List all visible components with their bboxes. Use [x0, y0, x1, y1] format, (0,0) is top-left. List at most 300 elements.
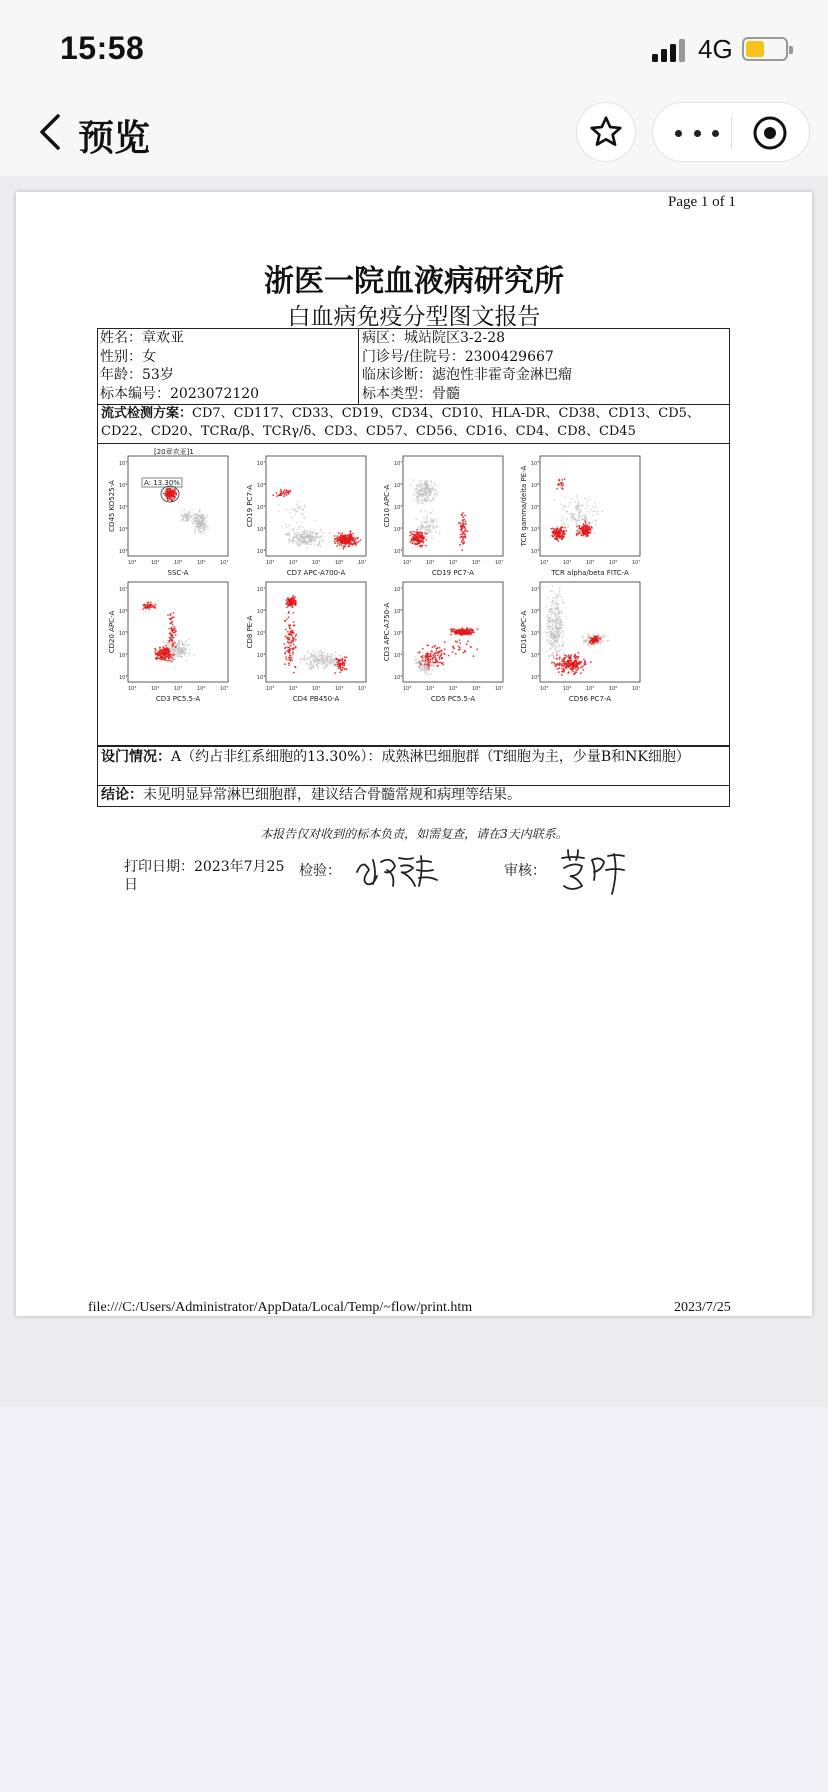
event-dot — [560, 484, 562, 486]
event-dot — [409, 535, 411, 537]
event-dot — [322, 661, 324, 663]
event-dot — [570, 520, 572, 522]
event-dot — [280, 493, 282, 495]
event-dot — [301, 533, 303, 535]
event-dot — [312, 536, 314, 538]
event-dot — [431, 491, 433, 493]
event-dot — [554, 631, 556, 633]
event-dot — [302, 513, 304, 515]
event-dot — [594, 511, 596, 513]
event-dot — [193, 513, 195, 515]
event-dot — [348, 538, 350, 540]
event-dot — [560, 503, 562, 505]
event-dot — [299, 526, 301, 528]
y-axis-label: TCR gamma/delta PE-A — [520, 465, 528, 547]
event-dot — [434, 527, 436, 529]
y-tick-label: 10⁴ — [394, 653, 403, 659]
event-dot — [436, 521, 438, 523]
event-dot — [477, 628, 479, 630]
patient-info-table — [97, 328, 730, 405]
event-dot — [415, 492, 417, 494]
event-dot — [203, 533, 205, 535]
event-dot — [465, 523, 467, 525]
nav-bar — [0, 92, 828, 176]
event-dot — [332, 665, 334, 667]
event-dot — [602, 510, 604, 512]
y-tick-label: 10⁶ — [257, 483, 266, 489]
event-dot — [409, 541, 411, 543]
event-dot — [197, 513, 199, 515]
event-dot — [591, 526, 593, 528]
event-dot — [194, 530, 196, 532]
event-dot — [310, 544, 312, 546]
event-dot — [293, 612, 295, 614]
event-dot — [562, 621, 564, 623]
x-tick-label: 10³ — [403, 560, 412, 566]
back-button[interactable] — [36, 110, 68, 154]
event-dot — [597, 513, 599, 515]
y-tick-label: 10⁴ — [394, 527, 403, 533]
x-axis-label: CD19 PC7-A — [431, 569, 475, 577]
more-dot — [694, 130, 701, 137]
event-dot — [317, 656, 319, 658]
event-dot — [289, 655, 291, 657]
event-dot — [318, 653, 320, 655]
event-dot — [565, 668, 567, 670]
event-dot — [285, 492, 287, 494]
event-dot — [355, 539, 357, 541]
event-dot — [287, 601, 289, 603]
event-dot — [285, 534, 287, 536]
event-dot — [426, 518, 428, 520]
event-dot — [161, 649, 163, 651]
event-dot — [575, 508, 577, 510]
event-dot — [559, 654, 561, 656]
event-dot — [345, 538, 347, 540]
event-dot — [338, 532, 340, 534]
event-dot — [555, 617, 557, 619]
event-dot — [578, 503, 580, 505]
event-dot — [557, 526, 559, 528]
event-dot — [286, 606, 288, 608]
event-dot — [413, 531, 415, 533]
event-dot — [287, 597, 289, 599]
event-dot — [565, 616, 567, 618]
event-dot — [434, 665, 436, 667]
event-dot — [171, 617, 173, 619]
event-dot — [194, 518, 196, 520]
event-dot — [306, 547, 308, 549]
event-dot — [430, 673, 432, 675]
event-dot — [314, 520, 316, 522]
event-dot — [456, 631, 458, 633]
event-dot — [291, 607, 293, 609]
event-dot — [432, 487, 434, 489]
event-dot — [463, 519, 465, 521]
event-dot — [582, 635, 584, 637]
event-dot — [188, 518, 190, 520]
event-dot — [584, 497, 586, 499]
event-dot — [320, 650, 322, 652]
event-dot — [432, 664, 434, 666]
event-dot — [285, 523, 287, 525]
event-dot — [284, 653, 286, 655]
event-dot — [203, 519, 205, 521]
x-tick-label: 10⁵ — [449, 560, 458, 566]
event-dot — [341, 532, 343, 534]
x-tick-label: 10⁶ — [197, 560, 206, 566]
ward: 病区：城站院区3-2-28 — [362, 330, 506, 346]
event-dot — [276, 492, 278, 494]
event-dot — [435, 518, 437, 520]
x-tick-label: 10⁶ — [609, 686, 618, 692]
event-dot — [414, 539, 416, 541]
event-dot — [580, 672, 582, 674]
event-dot — [429, 531, 431, 533]
x-tick-label: 10⁷ — [220, 686, 229, 692]
event-dot — [431, 485, 433, 487]
event-dot — [567, 526, 569, 528]
event-dot — [337, 543, 339, 545]
event-dot — [323, 532, 325, 534]
x-tick-label: 10⁶ — [197, 686, 206, 692]
event-dot — [170, 498, 172, 500]
event-dot — [193, 520, 195, 522]
event-dot — [315, 664, 317, 666]
event-dot — [434, 646, 436, 648]
event-dot — [550, 625, 552, 627]
patient-gender: 性别：女 — [100, 348, 156, 365]
event-dot — [298, 544, 300, 546]
event-dot — [285, 656, 287, 658]
event-dot — [553, 662, 555, 664]
event-dot — [288, 634, 290, 636]
flow-panel-5 — [108, 582, 228, 703]
event-dot — [466, 643, 468, 645]
event-dot — [171, 634, 173, 636]
event-dot — [578, 525, 580, 527]
event-dot — [556, 599, 558, 601]
event-dot — [174, 630, 176, 632]
event-dot — [171, 661, 173, 663]
event-dot — [578, 514, 580, 516]
more-dots-icon — [675, 130, 682, 137]
event-dot — [416, 500, 418, 502]
event-dot — [284, 489, 286, 491]
event-dot — [184, 647, 186, 649]
event-dot — [418, 527, 420, 529]
event-dot — [309, 663, 311, 665]
event-dot — [579, 520, 581, 522]
plot1-title: [20章欢亚]1 — [154, 448, 194, 456]
event-dot — [421, 540, 423, 542]
event-dot — [293, 602, 295, 604]
event-dot — [571, 518, 573, 520]
event-dot — [462, 532, 464, 534]
event-dot — [564, 523, 566, 525]
event-dot — [436, 660, 438, 662]
report-title: 白血病免疫分型图文报告 — [287, 304, 541, 330]
event-dot — [416, 484, 418, 486]
event-dot — [312, 651, 314, 653]
event-dot — [422, 648, 424, 650]
event-dot — [180, 640, 182, 642]
event-dot — [463, 534, 465, 536]
event-dot — [183, 651, 185, 653]
event-dot — [292, 637, 294, 639]
event-dot — [420, 511, 422, 513]
event-dot — [437, 655, 439, 657]
event-dot — [550, 628, 552, 630]
event-dot — [165, 642, 167, 644]
favorite-button[interactable] — [576, 102, 636, 162]
event-dot — [586, 505, 588, 507]
event-dot — [336, 537, 338, 539]
event-dot — [346, 657, 348, 659]
event-dot — [332, 658, 334, 660]
event-dot — [552, 624, 554, 626]
event-dot — [296, 536, 298, 538]
event-dot — [339, 663, 341, 665]
y-tick-label: 10⁴ — [531, 653, 540, 659]
more-button[interactable] — [675, 116, 719, 150]
event-dot — [559, 612, 561, 614]
event-dot — [587, 532, 589, 534]
event-dot — [432, 669, 434, 671]
event-dot — [420, 489, 422, 491]
event-dot — [557, 595, 559, 597]
event-dot — [576, 666, 578, 668]
event-dot — [559, 587, 561, 589]
event-dot — [288, 647, 290, 649]
y-tick-label: 10⁶ — [394, 609, 403, 615]
event-dot — [151, 604, 153, 606]
event-dot — [427, 670, 429, 672]
event-dot — [595, 636, 597, 638]
event-dot — [561, 479, 563, 481]
event-dot — [462, 524, 464, 526]
event-dot — [298, 507, 300, 509]
event-dot — [169, 618, 171, 620]
event-dot — [419, 661, 421, 663]
event-dot — [200, 523, 202, 525]
event-dot — [587, 643, 589, 645]
event-dot — [419, 535, 421, 537]
event-dot — [293, 640, 295, 642]
event-dot — [172, 645, 174, 647]
event-dot — [324, 655, 326, 657]
sample-type: 标本类型：骨髓 — [362, 385, 460, 402]
event-dot — [322, 664, 324, 666]
event-dot — [168, 645, 170, 647]
event-dot — [185, 642, 187, 644]
event-dot — [587, 637, 589, 639]
patient-age: 年龄：53岁 — [100, 367, 174, 383]
event-dot — [168, 498, 170, 500]
event-dot — [565, 505, 567, 507]
event-dot — [283, 643, 285, 645]
checker-signature — [351, 848, 451, 892]
event-dot — [171, 636, 173, 638]
event-dot — [576, 494, 578, 496]
x-tick-label: 10⁷ — [358, 560, 367, 566]
event-dot — [429, 501, 431, 503]
event-dot — [287, 599, 289, 601]
event-dot — [290, 597, 292, 599]
panel-frame — [128, 456, 228, 556]
event-dot — [415, 659, 417, 661]
target-close-icon — [750, 113, 790, 153]
event-dot — [349, 533, 351, 535]
event-dot — [577, 508, 579, 510]
event-dot — [421, 488, 423, 490]
event-dot — [300, 521, 302, 523]
check-label: 检验： — [299, 863, 341, 879]
event-dot — [569, 502, 571, 504]
event-dot — [584, 520, 586, 522]
event-dot — [304, 504, 306, 506]
event-dot — [332, 662, 334, 664]
event-dot — [303, 658, 305, 660]
event-dot — [155, 604, 157, 606]
flow-panel-3 — [383, 456, 503, 577]
close-button[interactable] — [750, 113, 790, 153]
event-dot — [602, 640, 604, 642]
event-dot — [168, 496, 170, 498]
event-dot — [565, 663, 567, 665]
event-dot — [561, 527, 563, 529]
event-dot — [171, 657, 173, 659]
event-dot — [307, 653, 309, 655]
event-dot — [302, 531, 304, 533]
panel-frame — [266, 582, 366, 682]
signal-icon — [652, 38, 692, 62]
event-dot — [417, 495, 419, 497]
event-dot — [547, 628, 549, 630]
event-dot — [434, 655, 436, 657]
event-dot — [169, 643, 171, 645]
event-dot — [352, 539, 354, 541]
event-dot — [184, 649, 186, 651]
event-dot — [439, 647, 441, 649]
event-dot — [308, 668, 310, 670]
event-dot — [154, 607, 156, 609]
event-dot — [338, 660, 340, 662]
y-tick-label: 10⁴ — [531, 527, 540, 533]
event-dot — [292, 630, 294, 632]
capsule-divider — [731, 117, 732, 149]
event-dot — [596, 638, 598, 640]
event-dot — [566, 518, 568, 520]
event-dot — [200, 532, 202, 534]
event-dot — [560, 482, 562, 484]
event-dot — [416, 537, 418, 539]
star-icon — [588, 114, 624, 150]
clinic-number: 门诊号/住院号：2300429667 — [362, 348, 554, 365]
event-dot — [291, 508, 293, 510]
event-dot — [608, 640, 610, 642]
event-dot — [564, 478, 566, 480]
event-dot — [554, 609, 556, 611]
event-dot — [291, 600, 293, 602]
x-tick-label: 10⁴ — [289, 686, 298, 692]
event-dot — [296, 543, 298, 545]
sample-number: 标本编号：2023072120 — [100, 385, 260, 402]
event-dot — [572, 499, 574, 501]
event-dot — [176, 653, 178, 655]
event-dot — [186, 517, 188, 519]
more-dot — [712, 130, 719, 137]
event-dot — [146, 606, 148, 608]
event-dot — [562, 630, 564, 632]
event-dot — [177, 651, 179, 653]
event-dot — [421, 657, 423, 659]
event-dot — [173, 659, 175, 661]
event-dot — [545, 606, 547, 608]
event-dot — [344, 664, 346, 666]
event-dot — [549, 641, 551, 643]
event-dot — [289, 627, 291, 629]
y-tick-label: 10³ — [257, 675, 266, 681]
event-dot — [426, 487, 428, 489]
event-dot — [595, 643, 597, 645]
event-dot — [321, 535, 323, 537]
event-dot — [600, 636, 602, 638]
event-dot — [459, 648, 461, 650]
event-dot — [159, 647, 161, 649]
event-dot — [328, 656, 330, 658]
event-dot — [575, 501, 577, 503]
event-dot — [578, 531, 580, 533]
y-tick-label: 10³ — [257, 549, 266, 555]
event-dot — [281, 526, 283, 528]
event-dot — [415, 489, 417, 491]
y-tick-label: 10⁷ — [119, 587, 128, 593]
event-dot — [583, 642, 585, 644]
event-dot — [313, 541, 315, 543]
x-tick-label: 10⁴ — [151, 560, 160, 566]
event-dot — [559, 650, 561, 652]
event-dot — [562, 488, 564, 490]
event-dot — [174, 632, 176, 634]
y-tick-label: 10⁵ — [394, 505, 403, 511]
event-dot — [144, 604, 146, 606]
event-dot — [278, 511, 280, 513]
event-dot — [319, 655, 321, 657]
event-dot — [424, 500, 426, 502]
y-tick-label: 10³ — [119, 675, 128, 681]
event-dot — [173, 626, 175, 628]
flow-plots — [97, 444, 730, 746]
event-dot — [444, 648, 446, 650]
event-dot — [340, 539, 342, 541]
event-dot — [148, 608, 150, 610]
x-tick-label: 10⁷ — [632, 686, 641, 692]
event-dot — [278, 494, 280, 496]
event-dot — [594, 641, 596, 643]
event-dot — [412, 536, 414, 538]
event-dot — [207, 527, 209, 529]
event-dot — [567, 672, 569, 674]
event-dot — [555, 605, 557, 607]
event-dot — [465, 520, 467, 522]
event-dot — [308, 666, 310, 668]
event-dot — [311, 654, 313, 656]
event-dot — [329, 663, 331, 665]
event-dot — [550, 528, 552, 530]
clinical-diagnosis: 临床诊断：滤泡性非霍奇金淋巴瘤 — [362, 367, 572, 383]
event-dot — [425, 496, 427, 498]
